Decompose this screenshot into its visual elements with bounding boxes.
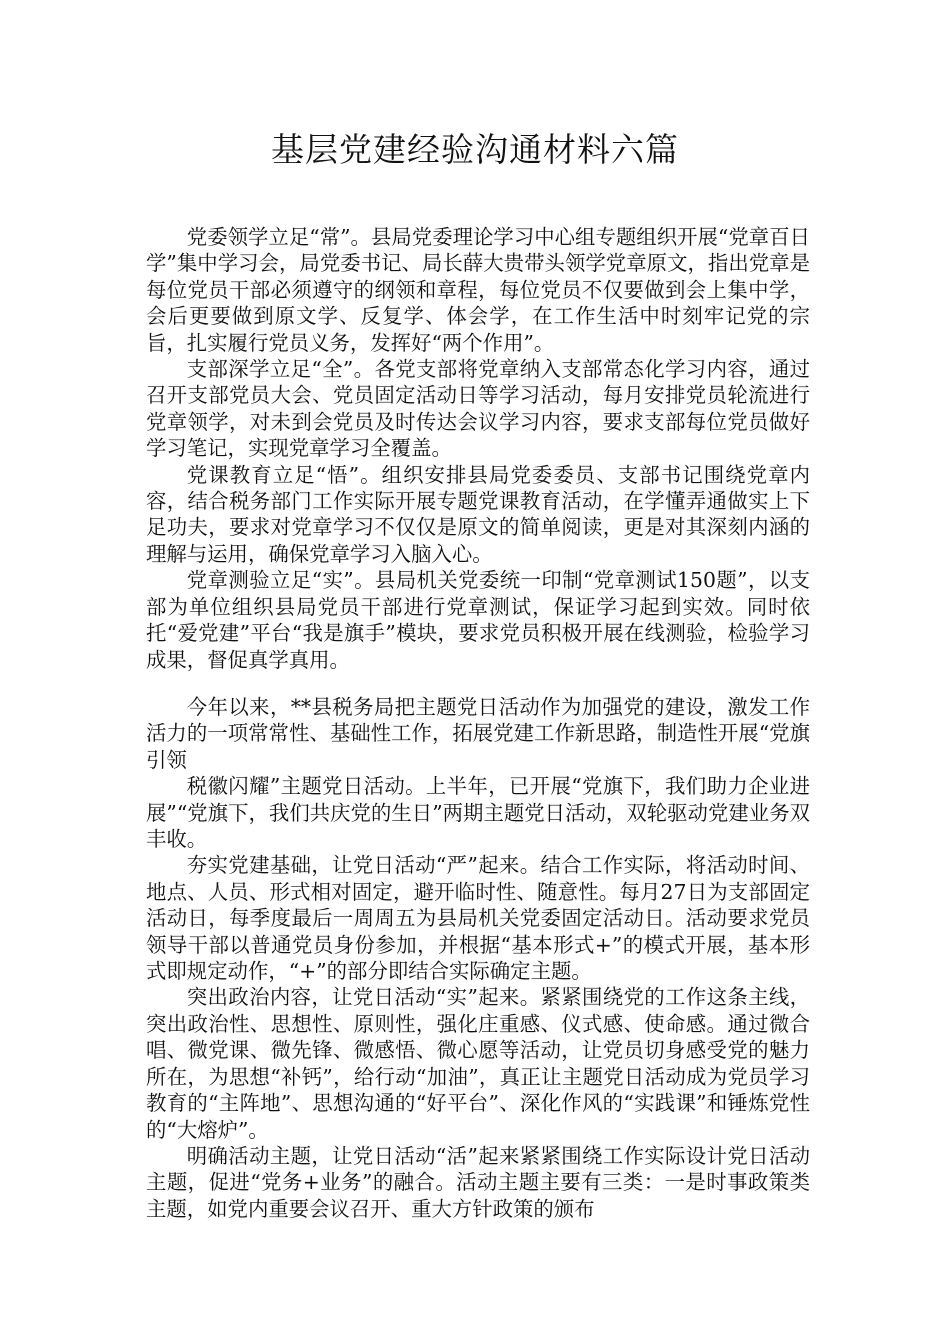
paragraph: 夯实党建基础，让党日活动“严”起来。结合工作实际，将活动时间、地点、人员、形式相对固定，避开临时性、随意性。每月27日为支部固定活动日，每季度最后一周周五为县局机关党委固定活动日。活动要求党员领导干部以普通党员身份参加，并根据“基本形式+”的模式开展，基本形式即规定动作，“+”的部分即结合实际确定主题。 — [146, 853, 810, 984]
section-1 — [146, 224, 810, 673]
paragraph: 党章测验立足“实”。县局机关党委统一印制“党章测试150题”，以支部为单位组织县局党员干部进行党章测试，保证学习起到实效。同时依托“爱党建”平台“我是旗手”模块，要求党员积极开展在线测验，检验学习成果，督促真学真用。 — [146, 568, 810, 672]
paragraph: 支部深学立足“全”。各党支部将党章纳入支部常态化学习内容，通过召开支部党员大会、党员固定活动日等学习活动，每月安排党员轮流进行党章领学，对未到会党员及时传达会议学习内容，要求支部每位党员做好学习笔记，实现党章学习全覆盖。 — [146, 357, 810, 461]
section-2 — [146, 694, 810, 1222]
paragraph: 今年以来，**县税务局把主题党日活动作为加强党的建设，激发工作活力的一项常常性、基础性工作，拓展党建工作新思路，制造性开展“党旗引领 — [146, 695, 810, 772]
document-title: 基层党建经验沟通材料六篇 — [271, 130, 679, 169]
paragraph: 突出政治内容，让党日活动“实”起来。紧紧围绕党的工作这条主线，突出政治性、思想性、原则性，强化庄重感、仪式感、使命感。通过微合唱、微党课、微先锋、微感悟、微心愿等活动，让党员切身感受党的魅力所在，为思想“补钙”，给行动“加油”，真正让主题党日活动成为党员学习教育的“主阵地”、思想沟通的“好平台”、深化作风的“实践课”和锤炼党性的“大熔炉”。 — [146, 985, 810, 1142]
paragraph: 税徽闪耀”主题党日活动。上半年，已开展“党旗下，我们助力企业进展”“党旗下，我们共庆党的生日”两期主题党日活动，双轮驱动党建业务双丰收。 — [146, 774, 810, 852]
paragraph: 党课教育立足“悟”。组织安排县局党委委员、支部书记围绕党章内容，结合税务部门工作实际开展专题党课教育活动，在学懂弄通做实上下足功夫，要求对党章学习不仅仅是原文的简单阅读，更是对其深刻内涵的理解与运用，确保党章学习入脑入心。 — [146, 462, 810, 566]
paragraph: 党委领学立足“常”。县局党委理论学习中心组专题组织开展“党章百日学”集中学习会，局党委书记、局长薛大贵带头领学党章原文，指出党章是每位党员干部必须遵守的纲领和章程，每位党员不仅要做到会上集中学，会后更要做到原文学、反复学、体会学，在工作生活中时刻牢记党的宗旨，扎实履行党员义务，发挥好“两个作用”。 — [146, 225, 810, 355]
paragraph: 明确活动主题，让党日活动“活”起来紧紧围绕工作实际设计党日活动主题，促进“党务+业务”的融合。活动主题主要有三类：一是时事政策类主题，如党内重要会议召开、重大方针政策的颁布 — [146, 1143, 810, 1221]
